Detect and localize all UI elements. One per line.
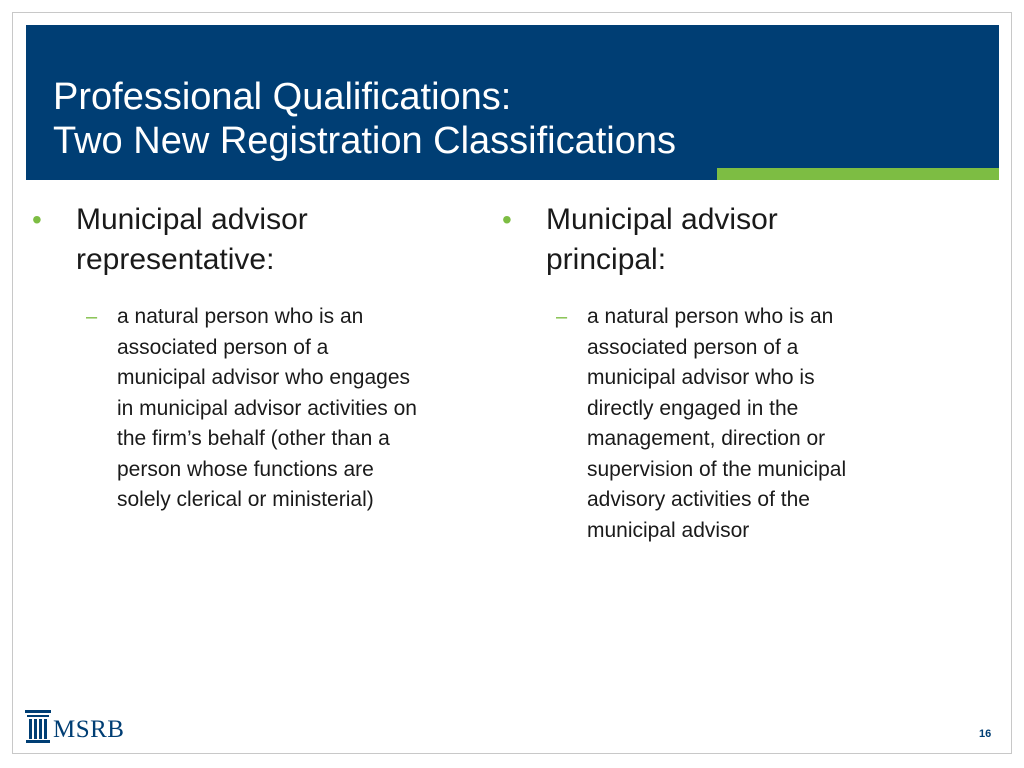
bullet-heading-line: representative: [76, 243, 275, 276]
sub-text-line: a natural person who is an [587, 305, 834, 328]
bullet-representative [30, 200, 470, 280]
left-column [30, 200, 470, 516]
sub-text-line: advisory activities of the [587, 488, 810, 511]
sub-text-line: the firm’s behalf (other than a [117, 427, 390, 450]
sub-bullet-principal [500, 302, 920, 546]
sub-bullet-text [117, 302, 417, 516]
sub-text-line: municipal advisor who is [587, 366, 815, 389]
bullet-heading-line: Municipal advisor [546, 203, 778, 236]
sub-text-line: solely clerical or ministerial) [117, 488, 374, 511]
sub-bullet-representative [30, 302, 470, 516]
sub-text-line: supervision of the municipal [587, 457, 847, 481]
bullet-heading [546, 200, 778, 280]
slide-title [53, 75, 676, 163]
sub-bullet-text [587, 302, 846, 546]
sub-text-line: in municipal advisor activities on [117, 396, 417, 420]
bullet-heading [76, 200, 308, 280]
sub-text-line: associated person of a [117, 335, 329, 359]
sub-text-line: municipal advisor who engages [117, 366, 411, 389]
bullet-heading-line: principal: [546, 243, 667, 276]
sub-text-line: directly engaged in the [587, 396, 799, 420]
logo-text: MSRB [53, 716, 125, 743]
dash-marker: – [86, 306, 98, 328]
msrb-logo [25, 708, 124, 744]
right-column [500, 200, 920, 546]
slide-title-line-1: Professional Qualifications: [53, 76, 512, 118]
sub-text-line: person whose functions are [117, 457, 374, 481]
dash-marker: – [556, 306, 568, 328]
bullet-heading-line: Municipal advisor [76, 203, 308, 236]
sub-text-line: associated person of a [587, 335, 799, 359]
sub-text-line: a natural person who is an [117, 305, 364, 328]
page-number: 16 [979, 728, 992, 740]
column-pillars-icon [25, 708, 51, 744]
sub-text-line: management, direction or [587, 427, 826, 450]
bullet-dot: • [32, 204, 42, 235]
slide-title-line-2: Two New Registration Classifications [53, 120, 677, 162]
bullet-principal [500, 200, 920, 280]
green-accent-bar [717, 168, 999, 180]
bullet-dot: • [502, 204, 512, 235]
sub-text-line: municipal advisor [587, 518, 750, 542]
